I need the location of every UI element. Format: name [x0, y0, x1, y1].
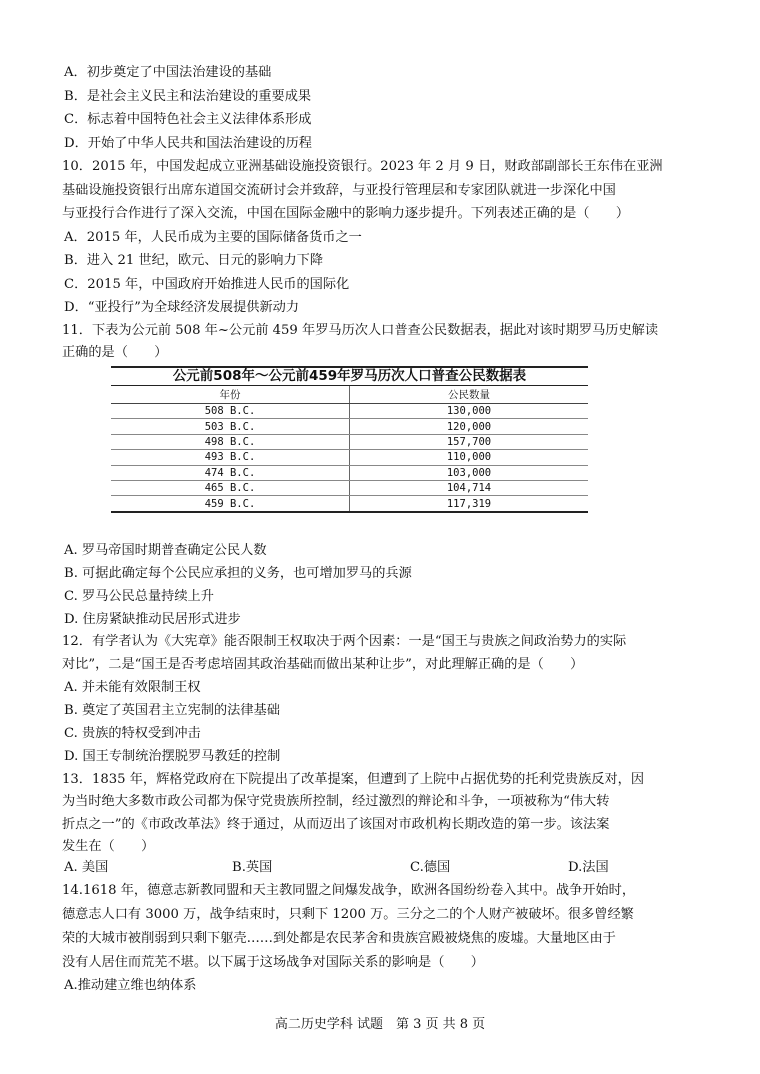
q13-option-b: B.英国 [232, 860, 273, 875]
table-cell-count: 104,714 [350, 480, 589, 495]
q11-option-c: C. 罗马公民总量持续上升 [64, 589, 214, 604]
q12-stem-line-2: 对比”，二是“国王是否考虑培固其政治基础而做出某种让步”，对此理解正确的是（ ） [62, 657, 584, 672]
table-cell-year: 498 B.C. [111, 434, 350, 449]
q9-option-b: B．是社会主义民主和法治建设的重要成果 [64, 89, 312, 104]
table-cell-year: 508 B.C. [111, 404, 350, 419]
q12-option-a: A. 并未能有效限制王权 [64, 680, 201, 695]
q14-stem-line-4: 没有人居住而荒芜不堪。以下属于这场战争对国际关系的影响是（ ） [62, 955, 484, 970]
q13-options-row [64, 859, 704, 877]
q9-option-a: A．初步奠定了中国法治建设的基础 [64, 65, 272, 80]
q10-stem-line-3: 与亚投行合作进行了深入交流，中国在国际金融中的影响力逐步提升。下列表述正确的是（ ） [62, 206, 630, 221]
q14-stem-line-2: 德意志人口有 3000 万，战争结束时，只剩下 1200 万。三分之二的个人财产被破坏。很多曾经繁 [62, 907, 634, 922]
q10-option-d: D．“亚投行”为全球经济发展提供新动力 [64, 300, 300, 315]
q11-option-d: D. 住房紧缺推动民居形式进步 [64, 612, 241, 627]
table-cell-year: 459 B.C. [111, 496, 350, 512]
q13-stem-line-3: 折点之一”的《市政改革法》终于通过，从而迈出了该国对市政机构长期改造的第一步。该法案 [62, 817, 610, 832]
q9-option-c: C．标志着中国特色社会主义法律体系形成 [64, 112, 312, 127]
table-row [111, 480, 588, 495]
q13-option-a: A. 美国 [64, 860, 109, 875]
table-row [111, 404, 588, 419]
q11-option-b: B. 可据此确定每个公民应承担的义务，也可增加罗马的兵源 [64, 566, 412, 581]
q12-stem-line-1: 12．有学者认为《大宪章》能否限制王权取决于两个因素：一是“国王与贵族之间政治势力的实际 [62, 634, 627, 649]
table-cell-year: 493 B.C. [111, 450, 350, 465]
q10-option-a: A．2015 年，人民币成为主要的国际储备货币之一 [64, 230, 362, 245]
q13-option-c: C.德国 [410, 860, 451, 875]
table-cell-count: 157,700 [350, 434, 589, 449]
q10-option-b: B．进入 21 世纪，欧元、日元的影响力下降 [64, 253, 324, 268]
q14-stem-line-1: 14.1618 年，德意志新教同盟和天主教同盟之间爆发战争，欧洲各国纷纷卷入其中。战争开始时， [62, 883, 636, 898]
census-table-grid [111, 386, 588, 513]
q10-stem-line-1: 10．2015 年，中国发起成立亚洲基础设施投资银行。2023 年 2 月 9 日，财政部副部长王东伟在亚洲 [62, 159, 663, 174]
census-table [111, 366, 588, 513]
q11-stem-line-2: 正确的是（ ） [62, 345, 168, 360]
q12-option-b: B. 奠定了英国君主立宪制的法律基础 [64, 703, 280, 718]
q12-option-d: D. 国王专制统治摆脱罗马教廷的控制 [64, 749, 281, 764]
q12-option-c: C. 贵族的特权受到冲击 [64, 726, 201, 741]
page-footer: 高二历史学科 试题 第 3 页 共 8 页 [274, 1017, 486, 1032]
table-cell-year: 474 B.C. [111, 465, 350, 480]
q10-stem-line-2: 基础设施投资银行出席东道国交流研讨会并致辞，与亚投行管理层和专家团队就进一步深化中国 [62, 183, 616, 198]
q13-option-d: D.法国 [568, 860, 609, 875]
table-cell-count: 117,319 [350, 496, 589, 512]
table-cell-count: 130,000 [350, 404, 589, 419]
q13-stem-line-2: 为当时绝大多数市政公司都为保守党贵族所控制，经过激烈的辩论和斗争，一项被称为“伟大转 [62, 794, 610, 809]
q10-option-c: C．2015 年，中国政府开始推进人民币的国际化 [64, 277, 350, 292]
table-row [111, 450, 588, 465]
q13-stem-line-4: 发生在（ ） [62, 839, 155, 854]
table-row [111, 465, 588, 480]
table-header-year: 年份 [111, 386, 350, 404]
table-cell-year: 465 B.C. [111, 480, 350, 495]
table-cell-year: 503 B.C. [111, 419, 350, 434]
table-cell-count: 110,000 [350, 450, 589, 465]
table-cell-count: 103,000 [350, 465, 589, 480]
q14-stem-line-3: 荣的大城市被削弱到只剩下躯壳……到处都是农民茅舍和贵族宫殿被烧焦的废墟。大量地区由于 [62, 931, 616, 946]
census-table-title: 公元前508年～公元前459年罗马历次人口普查公民数据表 [111, 366, 588, 386]
q14-option-a: A.推动建立维也纳体系 [64, 978, 197, 993]
q9-option-d: D．开始了中华人民共和国法治建设的历程 [64, 136, 312, 151]
table-row [111, 496, 588, 512]
q11-option-a: A. 罗马帝国时期普查确定公民人数 [64, 543, 267, 558]
q13-stem-line-1: 13．1835 年，辉格党政府在下院提出了改革提案，但遭到了上院中占据优势的托利党贵族反对，因 [62, 772, 645, 787]
table-row [111, 419, 588, 434]
table-header-citizens: 公民数量 [350, 386, 589, 404]
q11-stem-line-1: 11．下表为公元前 508 年~公元前 459 年罗马历次人口普查公民数据表，据此对该时期罗马历史解读 [62, 323, 659, 338]
table-cell-count: 120,000 [350, 419, 589, 434]
table-row [111, 434, 588, 449]
